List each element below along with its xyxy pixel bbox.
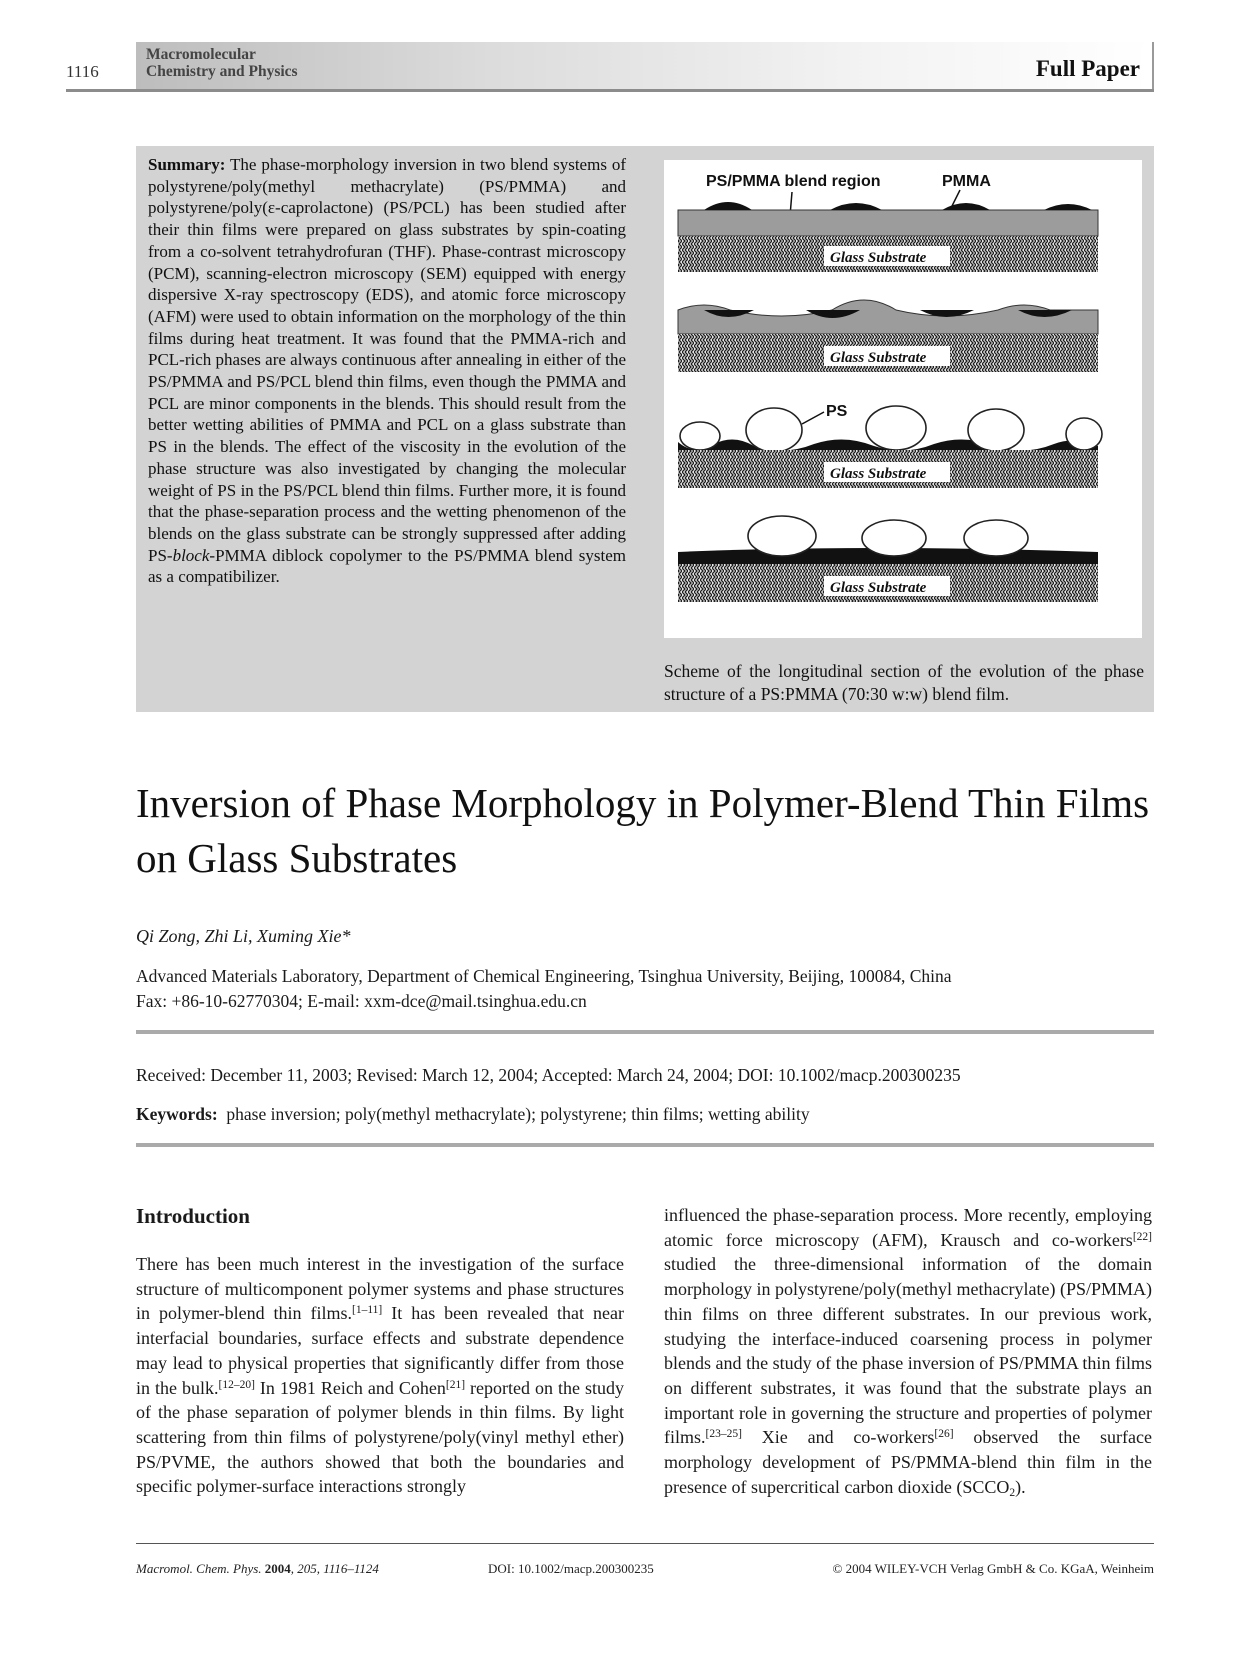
journal-header-band (136, 42, 1154, 90)
glass-substrate-label: Glass Substrate (830, 250, 927, 266)
ps-droplet (748, 516, 816, 556)
introduction-right-column: influenced the phase-separation process. More recently, employing atomic force microscopy (AFM), Krausch and co-workers[22] studied the three-dimensional information of the domain morphology in polystyrene/poly(methyl methacrylate) (PS/PMMA) thin films on three different substrates. In our previous work, studying the interface-induced coarsening process in polymer blends and the study of the phase inversion of PS/PMMA thin films on different substrates, it was found that the substrate plays an important role in governing the structure and properties of polymer films.[23–25] Xie and co-workers[26] observed the surface morphology development of PS/PMMA-blend thin film in the presence of supercritical carbon dioxide $(SCCO_2)$. (664, 1205, 1152, 1499)
label-pmma: PMMA (942, 173, 991, 190)
keywords-list: phase inversion; poly(methyl methacrylate); polystyrene; thin films; wetting ability (226, 1104, 810, 1124)
phase-structure-scheme-figure (664, 160, 1142, 638)
contact-info: Fax: +86-10-62770304; E-mail: xxm-dce@mail.tsinghua.edu.cn (136, 991, 587, 1011)
figure-caption: Scheme of the longitudinal section of the evolution of the phase structure of a PS:PMMA (70:30 w:w) blend film. (664, 661, 1144, 704)
ps-droplet (1066, 418, 1102, 450)
introduction-left-column: There has been much interest in the investigation of the surface structure of multicomponent polymer systems and phase structures in polymer-blend thin films.[1–11] It has been revealed that near interfacial boundaries, surface effects and substrate dependence may lead to physical properties that significantly differ from those in the bulk.[12–20] In 1981 Reich and Cohen[21] reported on the study of the phase separation of polymer blends in thin films. By light scattering from thin films of polystyrene/poly(vinyl methyl ether) PS/PVME, the authors showed that both the boundaries and specific polymer-surface interactions strongly (136, 1254, 624, 1497)
ps-droplet (746, 408, 802, 452)
page-number: 1116 (66, 62, 99, 81)
received-dates: Received: December 11, 2003; Revised: March 12, 2004; Accepted: March 24, 2004; DOI: 10.1002/macp.200300235 (136, 1065, 961, 1085)
pmma-domain (704, 202, 752, 210)
citation: [22] (1132, 1230, 1152, 1243)
divider-bottom (136, 1143, 1154, 1147)
summary-box (136, 146, 1154, 712)
glass-substrate-label: Glass Substrate (830, 580, 927, 596)
pmma-domain (942, 203, 990, 210)
footer-doi: DOI: 10.1002/macp.200300235 (488, 1561, 654, 1576)
header-rule (66, 89, 1154, 92)
citation: [26] (934, 1428, 954, 1441)
pmma-domain (830, 203, 882, 210)
article-title: Inversion of Phase Morphology in Polymer-Blend Thin Films on Glass Substrates (136, 780, 1150, 881)
ps-pointer (802, 412, 824, 424)
introduction-heading: Introduction (136, 1204, 250, 1228)
keywords (136, 1104, 810, 1125)
citation: [1–11] (352, 1304, 383, 1317)
ps-droplet (862, 520, 926, 556)
summary-text: Summary: The phase-morphology inversion in two blend systems of polystyrene/poly(methyl methacrylate) (PS/PMMA) and polystyrene/poly(ε-caprolactone) (PS/PCL) has been studied after their thin films were prepared on glass substrates by spin-coating from a co-solvent tetrahydrofuran (THF). Phase-contrast microscopy (PCM), scanning-electron microscopy (SEM) equipped with energy dispersive X-ray spectroscopy (EDS), and atomic force microscopy (AFM) were used to obtain information on the morphology of the thin films during heat treatment. It was found that the PMMA-rich and PCL-rich phases are always continuous after annealing in either of the PS/PMMA and PS/PCL blend thin films, even though the PMMA and PCL are minor components in the blends. This should result from the better wetting abilities of PMMA and PCL on a glass substrate than PS in the blends. The effect of the viscosity in the evolution of the phase structure was also investigated by changing the molecular weight of PS in the PS/PCL blend thin films. Further more, it is found that the phase-separation process and the wetting phenomenon of the blends on the glass substrate can be strongly suppressed after adding PS-block-PMMA diblock copolymer to the PS/PMMA blend system as a compatibilizer. (148, 155, 626, 587)
journal-name: Macromolecular Chemistry and Physics (146, 46, 298, 80)
citation: [23–25] (705, 1428, 742, 1441)
keywords-label: Keywords: (136, 1104, 218, 1124)
divider-top (136, 1030, 1154, 1034)
glass-substrate-label: Glass Substrate (830, 350, 927, 366)
footer-citation: Macromol. Chem. Phys. 2004, 205, 1116–1124 (136, 1561, 379, 1576)
citation: [21] (445, 1378, 466, 1391)
glass-substrate-label: Glass Substrate (830, 466, 927, 482)
ps-droplet (968, 409, 1024, 451)
blend-layer-2 (678, 300, 1098, 334)
pmma-domain (1044, 204, 1092, 210)
blend-layer-1 (678, 210, 1098, 236)
summary-label: Summary: (148, 155, 226, 174)
authors: Qi Zong, Zhi Li, Xuming Xie* (136, 926, 351, 946)
label-ps: PS (826, 403, 848, 420)
section-label: Full Paper (1035, 56, 1140, 81)
ps-droplet (680, 422, 720, 450)
affiliation: Advanced Materials Laboratory, Department of Chemical Engineering, Tsinghua University, Beijing, 100084, China Fax: +86-10-62770304; E-mail: xxm-dce@mail.tsinghua.edu.cn (136, 964, 952, 1014)
footer-rule (136, 1543, 1154, 1544)
footer-copyright: © 2004 WILEY-VCH Verlag GmbH & Co. KGaA, Weinheim (832, 1561, 1154, 1576)
citation: [12–20] (218, 1378, 255, 1391)
ps-droplet (866, 406, 926, 450)
label-blend-region: PS/PMMA blend region (706, 173, 881, 190)
pmma-pointer (952, 190, 960, 206)
ps-droplet (964, 520, 1028, 556)
